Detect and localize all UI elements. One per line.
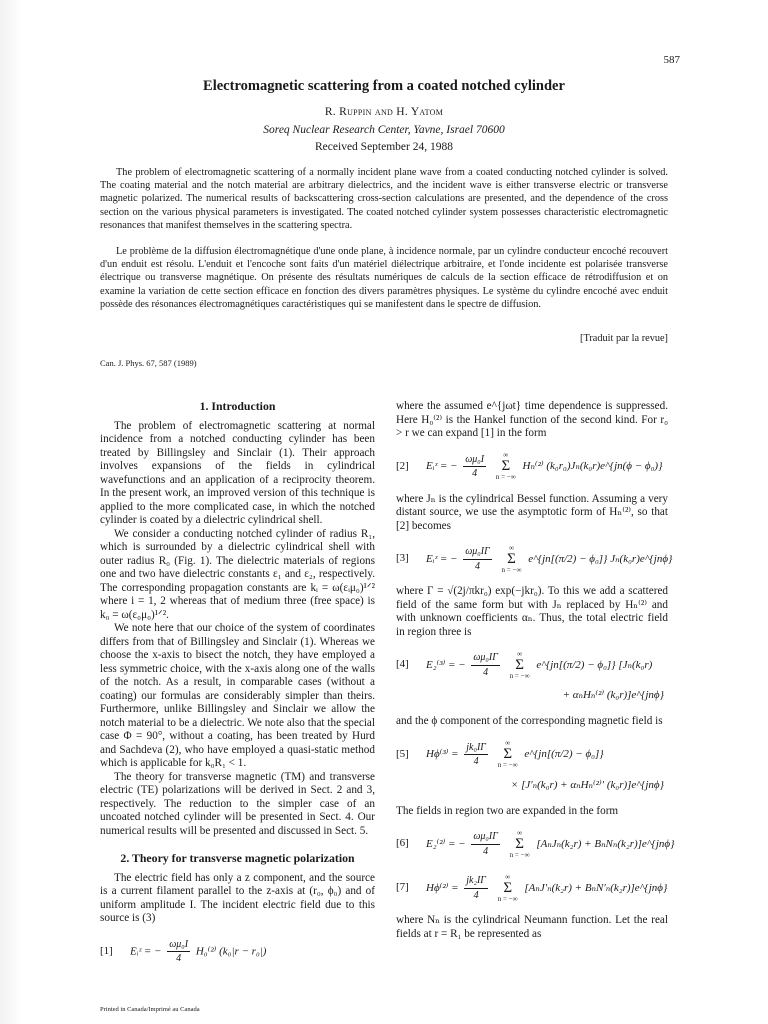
summation-sign: ∞ Σ n = −∞ — [509, 828, 530, 859]
equation-rhs: [AₙJ′ₙ(k₂r) + BₙN′ₙ(k₂r)]e^{jnϕ} — [524, 881, 668, 894]
equation-number: [5] — [396, 747, 409, 760]
left-column — [100, 400, 375, 978]
equation-number: [2] — [396, 459, 409, 472]
equation-7 — [396, 870, 668, 906]
equation-number: [6] — [396, 837, 409, 850]
equation-lhs: E₂⁽²⁾ = − — [426, 837, 466, 850]
equation-rhs: [AₙJₙ(k₂r) + BₙNₙ(k₂r)]e^{jnϕ} — [536, 837, 675, 850]
equation-rhs: H₀⁽²⁾ (k₀|r − r₀|) — [195, 945, 267, 958]
section-heading-tm-theory: 2. Theory for transverse magnetic polarization — [120, 851, 355, 865]
fraction-numerator: ωμ₀IΓ — [463, 545, 492, 560]
equation-4-continuation: + αₙHₙ⁽²⁾ (k₀r)]e^{jnϕ} — [562, 689, 664, 702]
equation-lhs: Hϕ⁽²⁾ = — [426, 881, 459, 894]
fraction-denominator: 4 — [473, 889, 479, 901]
page-number: 587 — [663, 54, 680, 66]
summation-sign: ∞ Σ n = −∞ — [497, 872, 518, 903]
equation-number: [3] — [396, 552, 409, 565]
equation-3 — [396, 541, 673, 577]
equation-4 — [396, 647, 668, 683]
theory-paragraph-1: The electric field has only a z component, and the source is a current filament parallel to the z-axis at (r₀, ϕ₀) and of uniform amplitude I. The incident electric field due to this source is (3) — [100, 871, 375, 924]
right-paragraph-3: where Γ = √(2j/πkr₀) exp(−jkr₀). To this we add a scattered field of the same form but with Jₙ replaced by Hₙ⁽²⁾ and with unknown coefficients αₙ. Thus, the total electric field in region three is — [396, 585, 668, 638]
section-heading-introduction: 1. Introduction — [199, 399, 276, 413]
fraction-denominator: 4 — [483, 666, 489, 678]
equation-5-continuation: × [J′ₙ(k₀r) + αₙHₙ⁽²⁾′ (k₀r)]e^{jnϕ} — [510, 778, 664, 791]
equation-number: [1] — [100, 944, 113, 957]
equation-5 — [396, 737, 668, 773]
translation-note: [Traduit par la revue] — [580, 333, 668, 344]
received-date: Received September 24, 1988 — [315, 141, 453, 153]
right-paragraph-5: The fields in region two are expanded in the form — [396, 804, 619, 817]
equation-number: [4] — [396, 658, 409, 671]
scan-edge-shadow — [0, 0, 22, 1024]
right-paragraph-6: where Nₙ is the cylindrical Neumann function. Let the real fields at r = R₁ be represented as — [396, 914, 668, 940]
right-column — [396, 400, 675, 941]
paper-title: Electromagnetic scattering from a coated notched cylinder — [203, 78, 565, 94]
fraction-numerator: ωμ₀I — [463, 453, 486, 468]
equation-lhs: E₂⁽³⁾ = − — [426, 658, 466, 671]
paper-affiliation: Soreq Nuclear Research Center, Yavne, Israel 70600 — [263, 124, 505, 136]
equation-lhs: Eᵢᶻ = − — [426, 460, 458, 473]
abstract-english: The problem of electromagnetic scattering of a normally incident plane wave from a coated conducting notched cylinder is solved. The coating material and the notch material are arbitrary dielectrics, and the incident wave is either transverse electric or transverse magnetic polarized. The numerical results of backscattering cross-section calculations are presented, and the dependence of the cross section on the various physical parameters is investigated. The coated notched cylinder system possesses characteristic electromagnetic resonances that manifest themselves in the scattering spectra. — [100, 167, 668, 231]
equation-lhs: Hϕ⁽³⁾ = — [426, 748, 459, 761]
fraction-denominator: 4 — [483, 845, 489, 857]
fraction-denominator: 4 — [472, 468, 478, 479]
summation-sign: ∞ Σ n = −∞ — [497, 739, 518, 769]
right-paragraph-1: where the assumed e^{jωt} time dependence is suppressed. Here H₀⁽²⁾ is the Hankel function of the second kind. For r₀ > r we can expand [1] in the form — [396, 400, 668, 439]
right-paragraph-2: where Jₙ is the cylindrical Bessel function. Assuming a very distant source, we use the asymptotic form of Hₙ⁽²⁾, so that [2] becomes — [396, 492, 668, 532]
paper-authors: R. Ruppin and H. Yatom — [324, 106, 444, 118]
summation-sign: ∞ Σ n = −∞ — [501, 543, 522, 574]
fraction-numerator: jk₂IΓ — [464, 874, 488, 889]
right-paragraph-4: and the ϕ component of the corresponding magnetic field is — [396, 715, 663, 727]
equation-6 — [396, 826, 675, 862]
equation-rhs: Hₙ⁽²⁾ (k₀r₀)Jₙ(k₀r)e^{jn(ϕ − ϕ₀)} — [522, 460, 663, 473]
equation-rhs: e^{jn[(π/2) − ϕ₀]} Jₙ(k₀r)e^{jnϕ} — [528, 552, 673, 565]
fraction-numerator: ωμ₀IΓ — [471, 830, 500, 845]
fraction-denominator: 4 — [176, 953, 182, 964]
equation-rhs: e^{jn[(π/2) − ϕ₀]} [Jₙ(k₀r) — [536, 658, 653, 671]
intro-paragraph-2: We consider a conducting notched cylinder of radius R₁, which is surrounded by a dielectric cylindrical shell with outer radius R₀ (Fig. 1). The dielectric materials of regions one and two have dielectric constants ε₁ and ε₂, respectively. The corresponding propagation constants are kᵢ = ω(εᵢμ₀)¹ᐟ² where i = 1, 2 whereas that of medium three (free space) is k₀ = ω(ε₀μ₀)¹ᐟ². — [100, 527, 375, 621]
equation-rhs: e^{jn[(π/2) − ϕ₀]} — [524, 748, 604, 761]
summation-sign: ∞ Σ n = −∞ — [495, 451, 516, 481]
intro-paragraph-3: We note here that our choice of the system of coordinates differs from that of Billingsley and Sinclair (1). Whereas we choose the x-axis to bisect the notch, they have employed a less symmetric choice, with the x-axis along one of the walls of the notch. As a result, in comparable cases (without a coating) our formulas are considerably simpler than theirs. Furthermore, unlike Billingsley and Sinclair we allow the notch material to be a dielectric. We note also that the special case Φ = 90°, without a coating, has been treated by Hurd and Sachdeva (2), who have employed a quasi-static method which is applicable for k₀R₁ < 1. — [100, 622, 375, 769]
fraction-numerator: jk₀IΓ — [464, 741, 488, 756]
journal-citation: Can. J. Phys. 67, 587 (1989) — [100, 358, 197, 368]
summation-sign: ∞ Σ n = −∞ — [509, 649, 530, 680]
abstract-french: Le problème de la diffusion électromagnétique d'une onde plane, à incidence normale, par un cylindre conducteur encoché recouvert d'un enduit est résolu. L'enduit et l'encoche sont faits d'un matériel diélectrique arbitraire, et l'onde incidente est polarisée transverse électrique ou transverse magnétique. On présente des résultats numériques de calculs de la section efficace de rétrodiffusion et on examine la variation de cette section efficace en fonction des divers paramètres physiques. Le système du cylindre encoché avec enduit possède des résonances électromagnétiques caractéristiques qui se manifestent dans le spectre de diffusion. — [100, 246, 668, 310]
fraction-numerator: ωμ₀I — [167, 938, 190, 953]
fraction-denominator: 4 — [475, 560, 480, 572]
equation-lhs: Eᵢᶻ = − — [426, 552, 458, 565]
fraction-denominator: 4 — [473, 756, 479, 767]
equation-1 — [100, 934, 375, 970]
equation-number: [7] — [396, 881, 409, 894]
print-footer: Printed in Canada/Imprimé au Canada — [100, 1006, 200, 1013]
fraction-numerator: ωμ₀IΓ — [471, 651, 500, 666]
equation-2 — [396, 449, 668, 485]
intro-paragraph-1: The problem of electromagnetic scattering at normal incidence from a notched conducting cylinder has been treated by Billingsley and Sinclair (1). Their approach involves expansions of the fields in cylindrical wavefunctions and an application of a reciprocity theorem. In the present work, an improved version of this technique is applied to the more complicated case, in which the notched cylinder is coated by a dielectric cylindrical shell. — [100, 419, 375, 526]
intro-paragraph-4: The theory for transverse magnetic (TM) and transverse electric (TE) polarizations will be derived in Sect. 2 and 3, respectively. The reduction to the simpler case of an uncoated notched cylinder will be presented in Sect. 4. Our numerical results will be presented and discussed in Sect. 5. — [100, 770, 375, 837]
equation-lhs: Eᵢᶻ = − — [130, 945, 162, 958]
